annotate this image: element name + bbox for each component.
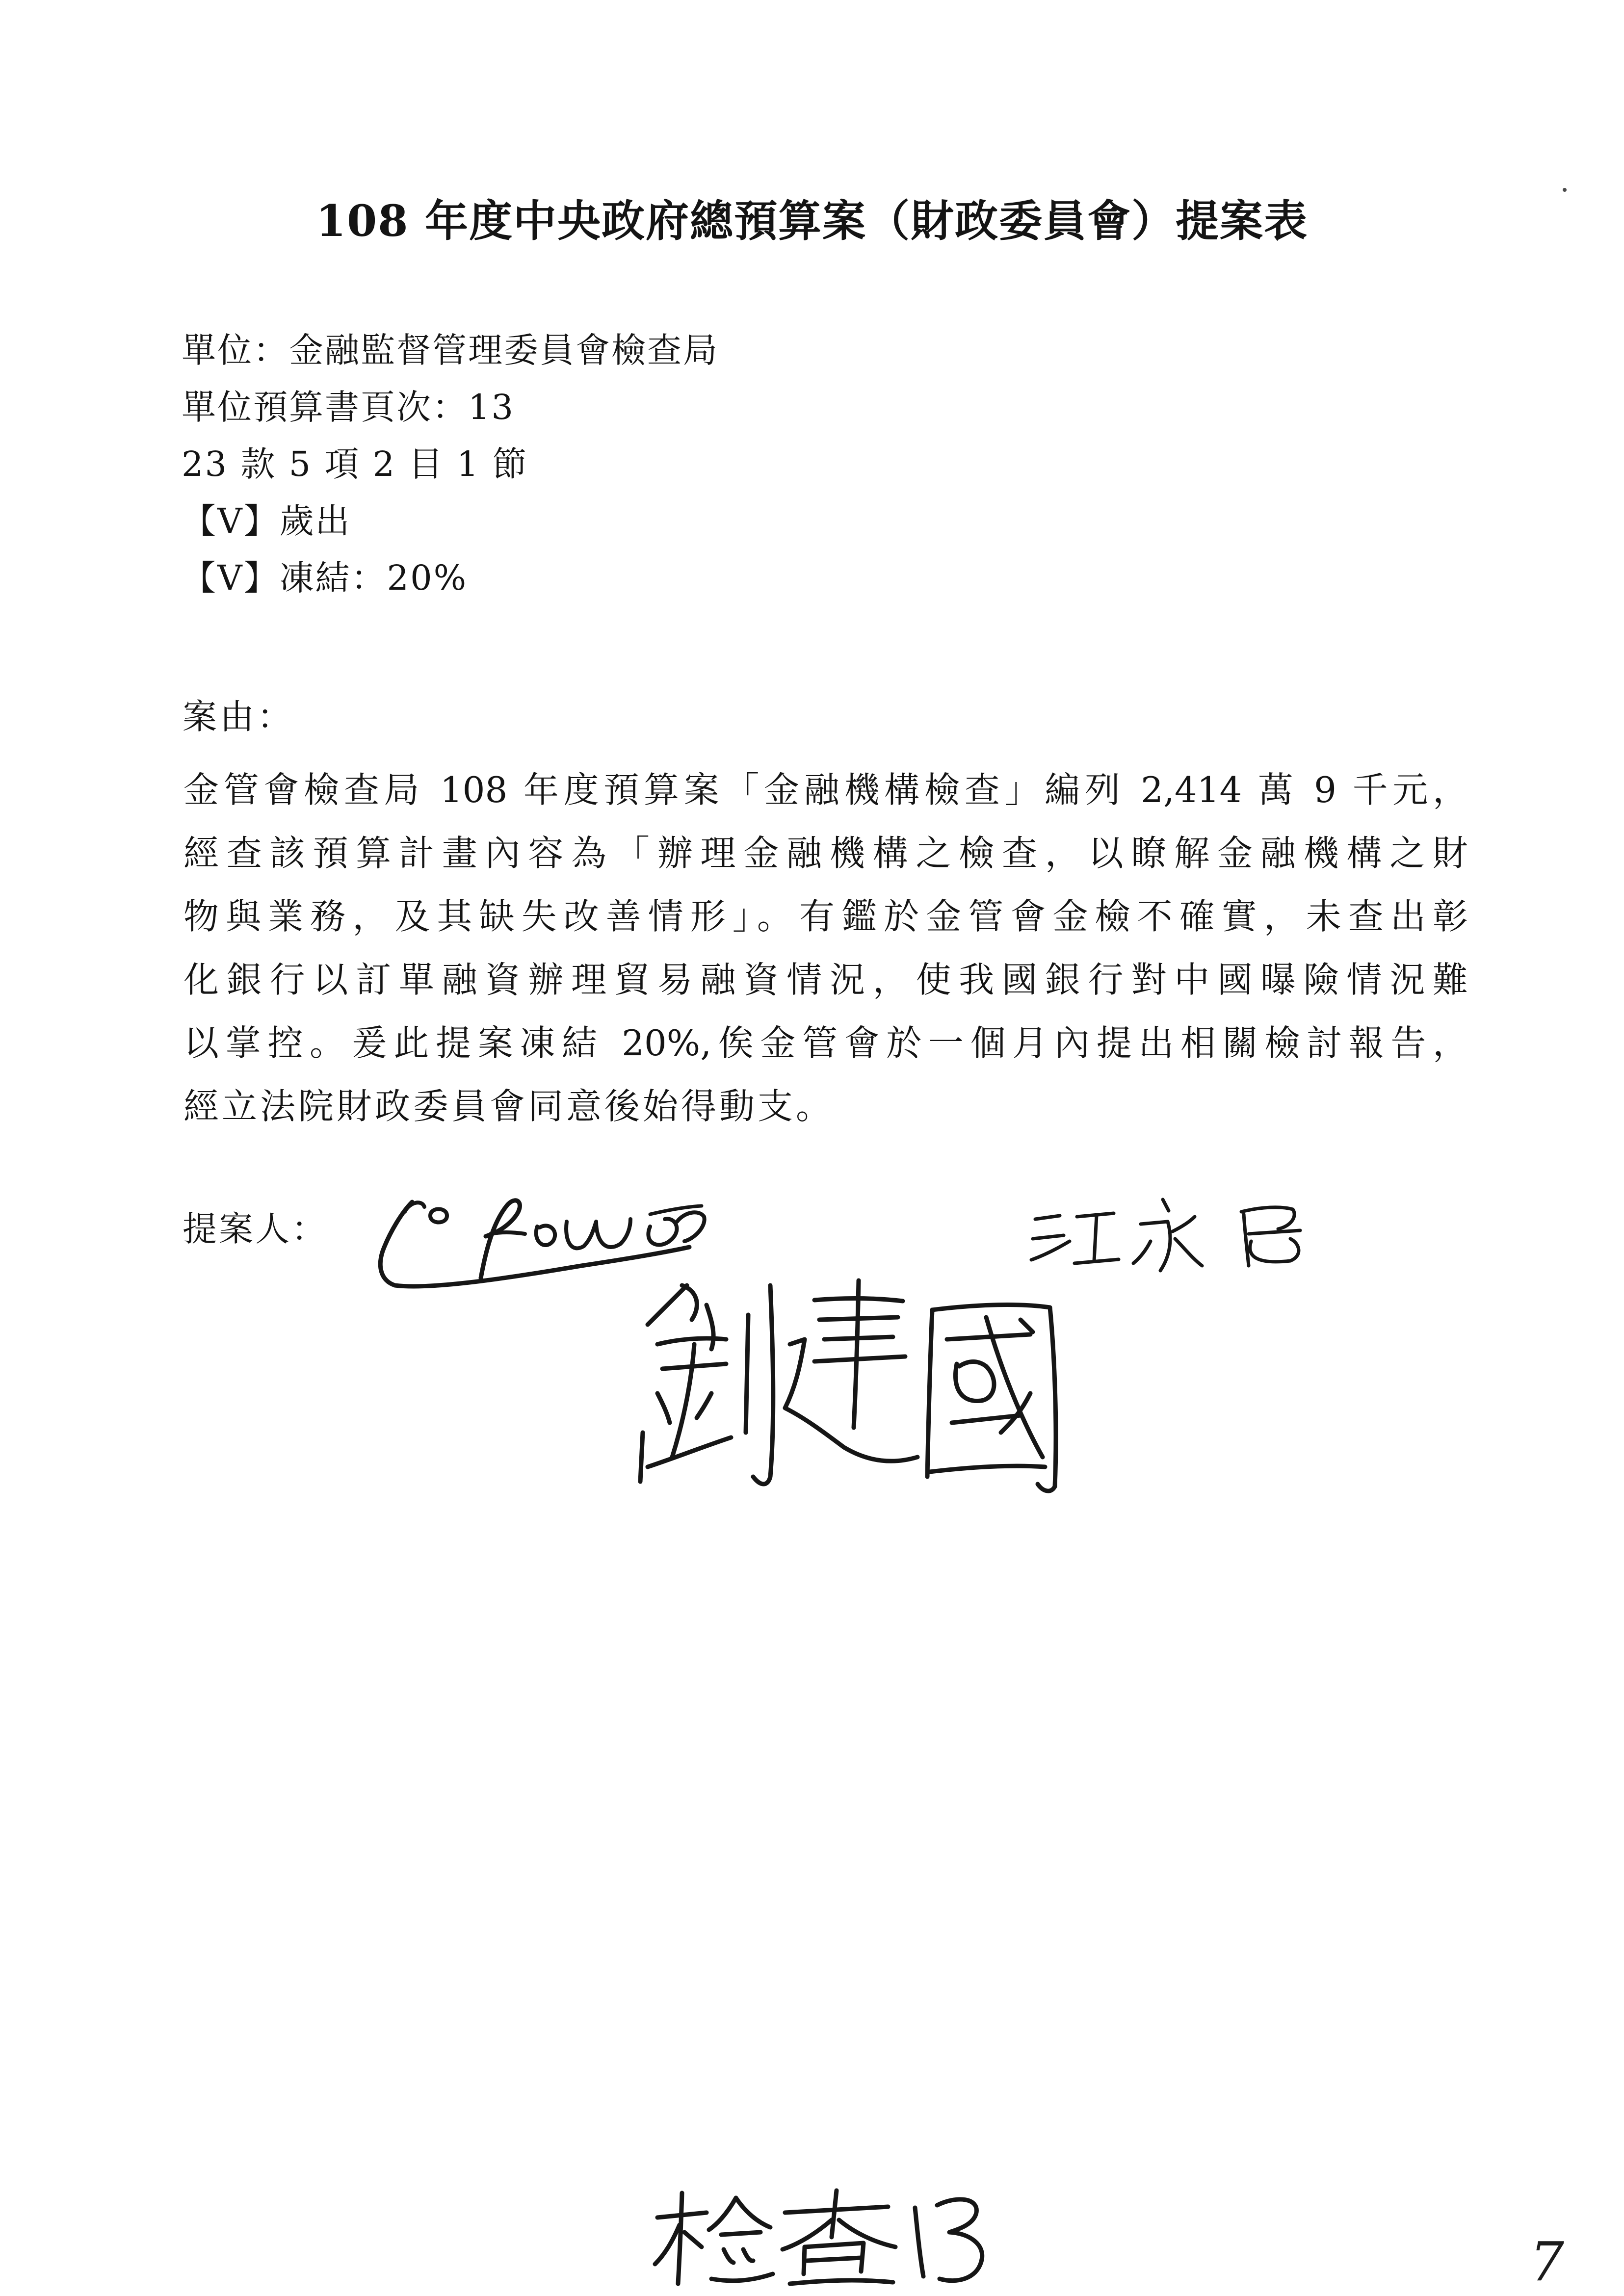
freeze-checkbox-field: 【V】凍結：20% xyxy=(182,558,468,598)
header-fields xyxy=(182,322,1065,606)
reason-line: 以掌控。爰此提案凍結 20%,俟金管會於一個月內提出相關檢討報告， xyxy=(183,1022,1468,1064)
reason-line: 金管會檢查局 108 年度預算案「金融機構檢查」編列 2,414 萬 9 千元， xyxy=(183,769,1468,810)
reason-label: 案由： xyxy=(183,697,294,737)
reason-line: 經立法院財政委員會同意後始得動支。 xyxy=(183,1086,835,1127)
page-title: 108 年度中央政府總預算案（財政委員會）提案表 xyxy=(315,195,1309,246)
reason-line: 物與業務，及其缺失改善情形」。有鑑於金管會金檢不確實，未查出彰 xyxy=(183,896,1468,937)
scan-speck xyxy=(1563,188,1567,192)
proposer-label: 提案人： xyxy=(183,1209,328,1249)
handwritten-page-number: 7 xyxy=(1530,2230,1564,2293)
expenditure-checkbox-field: 【V】歲出 xyxy=(182,501,351,541)
budget-item-field: 23 款 5 項 2 目 1 節 xyxy=(182,444,528,484)
signature-2 xyxy=(1025,1192,1315,1278)
reason-line: 經查該預算計畫內容為「辦理金融機構之檢查，以瞭解金融機構之財 xyxy=(183,833,1468,874)
signature-3 xyxy=(628,1271,1070,1496)
reason-line: 化銀行以訂單融資辦理貿易融資情況，使我國銀行對中國曝險情況難 xyxy=(183,959,1468,1000)
budget-page-field: 單位預算書頁次：13 xyxy=(182,387,515,427)
handwritten-note xyxy=(643,2178,991,2291)
reason-paragraph xyxy=(183,758,1468,1138)
unit-field: 單位：金融監督管理委員會檢查局 xyxy=(182,330,719,370)
